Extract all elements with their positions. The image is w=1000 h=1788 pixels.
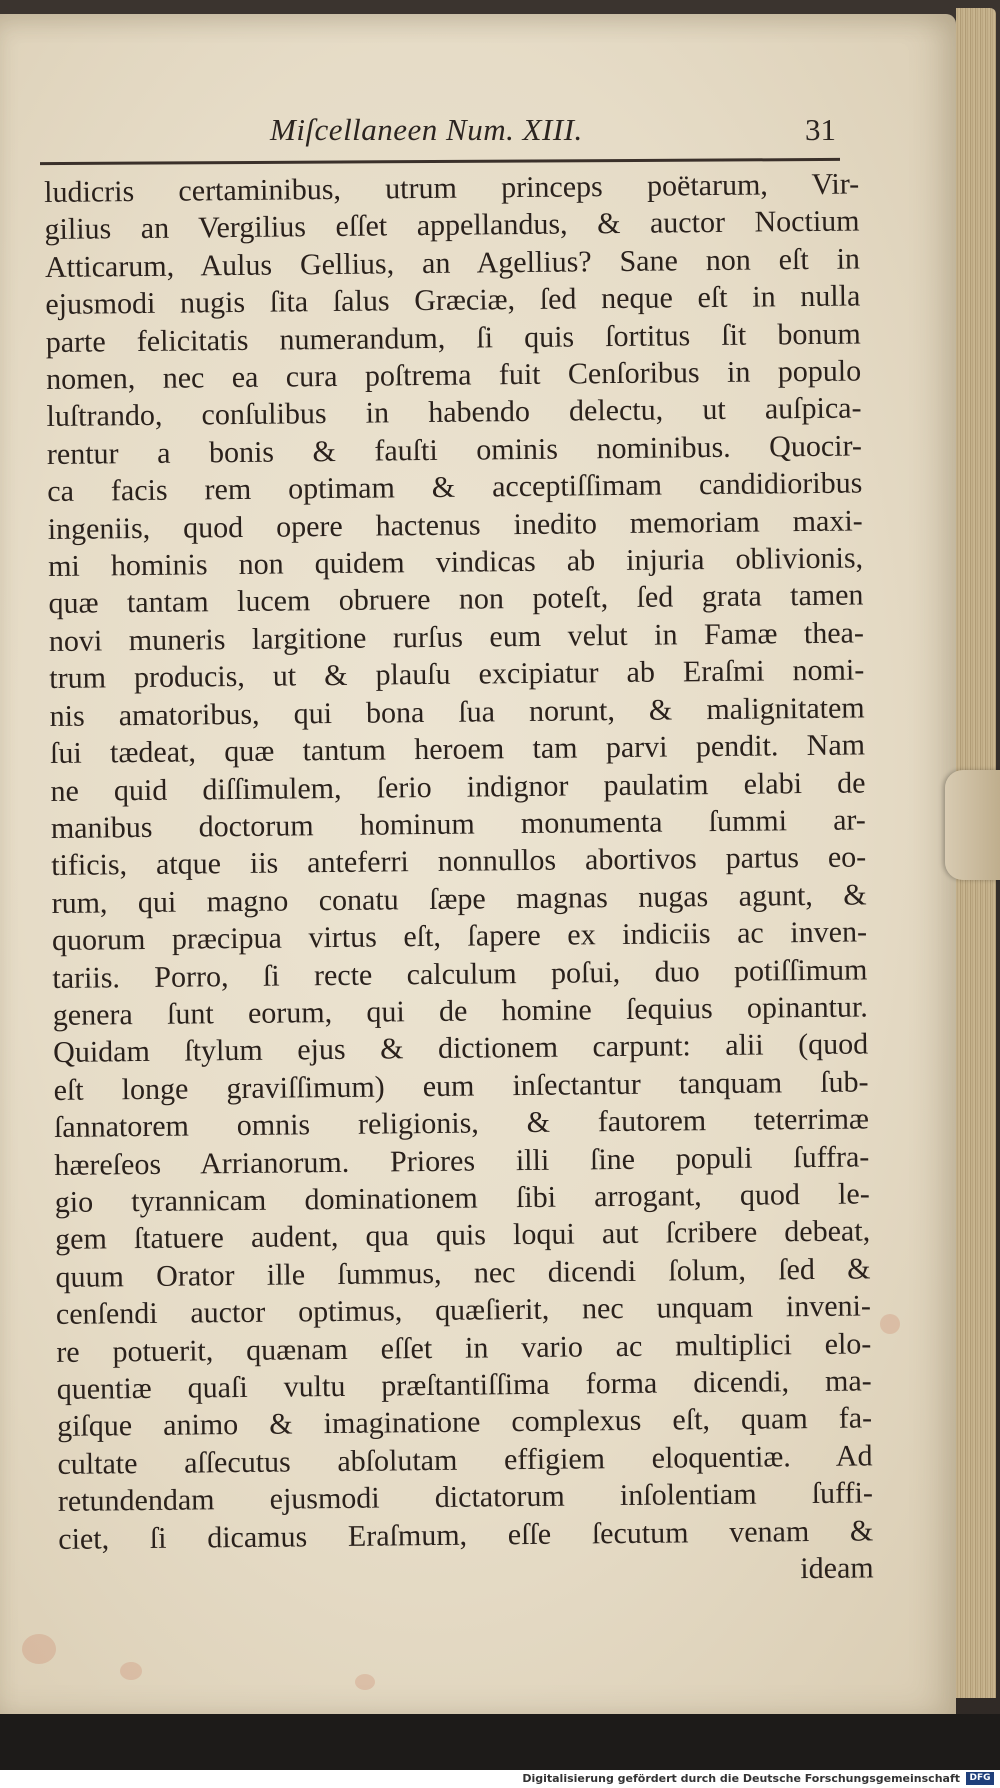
text-line: Quidam ſtylum ejus & dictionem carpunt: alii (quod	[53, 1027, 869, 1070]
text-line: luſtrando, conſulibus in habendo delectu, ut auſpica-	[46, 391, 862, 434]
page-number: 31	[805, 112, 836, 147]
text-line: gem ſtatuere audent, qua quis loqui aut ſcribere debeat,	[54, 1214, 871, 1257]
text-line: gio tyrannicam dominationem ſibi arrogant, quod le-	[54, 1177, 870, 1219]
text-line: re potuerit, quænam eſſet in vario ac multiplici elo-	[56, 1326, 872, 1369]
text-line: tificis, atque iis anteferri nonnullos abortivos partus eo-	[51, 840, 867, 883]
page-header	[0, 112, 956, 162]
text-line: ingeniis, quod opere hactenus inedito memoriam maxi-	[47, 504, 863, 546]
text-line: nis amatoribus, qui bona ſua norunt, & malignitatem	[49, 691, 865, 733]
text-line: Atticarum, Aulus Gellius, an Agellius? Sane non eſt in	[44, 242, 861, 284]
foxing-stain	[120, 1662, 142, 1680]
text-line: retundendam ejusmodi dictatorum inſolentiam ſuffi-	[57, 1476, 874, 1519]
text-line: ejusmodi nugis ſita ſalus Græciæ, ſed neque eſt in nulla	[45, 279, 861, 322]
footer-credit: Digitalisierung gefördert durch die Deutsche Forschungsgemeinschaft	[522, 1772, 960, 1785]
text-line: giſque animo & imaginatione complexus eſt, quam fa-	[56, 1401, 873, 1444]
text-line: manibus doctorum hominum monumenta ſummi ar-	[50, 803, 866, 845]
text-line: mi hominis non quidem vindicas ab injuria oblivionis,	[47, 541, 864, 584]
text-line: quæ tantam lucem obruere non poteſt, ſed grata tamen	[48, 578, 864, 621]
text-line: parte felicitatis numerandum, ſi quis ſortitus ſit bonum	[45, 317, 861, 359]
digitization-footer	[0, 1770, 1000, 1788]
text-line: rentur a bonis & fauſti ominis nominibus. Quocir-	[46, 429, 863, 471]
text-line: quum Orator ille ſummus, nec dicendi ſolum, ſed &	[55, 1252, 871, 1294]
text-line: ſui tædeat, quæ tantum heroem tam parvi pendit. Nam	[49, 728, 866, 771]
text-line: rum, qui magno conatu ſæpe magnas nugas agunt, &	[51, 878, 867, 920]
paper-page	[0, 14, 956, 1714]
text-line: quentiæ quaſi vultu præſtantiſſima forma dicendi, ma-	[56, 1364, 872, 1406]
text-line: ſannatorem omnis religionis, & fautorem teterrimæ	[53, 1102, 870, 1145]
running-title: Miſcellaneen Num. XIII.	[270, 112, 583, 147]
book-clasp	[945, 770, 1000, 880]
scan-bottom-band	[0, 1714, 1000, 1770]
text-line: trum producis, ut & plauſu excipiatur ab Eraſmi nomi-	[49, 653, 865, 696]
text-line: hæreſeos Arrianorum. Priores illi ſine populi ſuffra-	[54, 1139, 870, 1182]
foxing-stain	[355, 1674, 375, 1690]
body-text	[44, 165, 874, 1595]
foxing-stain	[880, 1314, 900, 1334]
text-line: gilius an Vergilius eſſet appellandus, & auctor Noctium	[44, 204, 860, 247]
text-line: cultate aſſecutus abſolutam effigiem eloquentiæ. Ad	[57, 1439, 873, 1481]
text-line: ciet, ſi dicamus Eraſmum, eſſe ſecutum venam &	[58, 1514, 874, 1556]
text-line: quorum præcipua virtus eſt, ſapere ex indiciis ac inven-	[51, 915, 868, 958]
text-line: ne quid diſſimulem, ſerio indignor paulatim elabi de	[50, 765, 866, 808]
text-line: cenſendi auctor optimus, quæſierit, nec unquam inveni-	[55, 1289, 872, 1332]
text-line: novi muneris largitione rurſus eum velut in Famæ thea-	[48, 616, 865, 658]
text-line: ludicris certaminibus, utrum princeps poëtarum, Vir-	[44, 167, 860, 209]
text-line: genera ſunt eorum, qui de homine ſequius opinantur.	[52, 990, 868, 1032]
text-line: nomen, nec ea cura poſtrema fuit Cenſoribus in populo	[45, 354, 862, 397]
text-line: tariis. Porro, ſi recte calculum poſui, duo potiſſimum	[52, 952, 868, 995]
foxing-stain	[22, 1634, 56, 1664]
catchword: ideam	[800, 1551, 874, 1586]
dfg-logo-icon: DFG	[966, 1772, 994, 1785]
text-line: ca facis rem optimam & acceptiſſimam candidioribus	[47, 466, 863, 509]
text-line: eſt longe graviſſimum) eum inſectantur tanquam ſub-	[53, 1065, 869, 1107]
